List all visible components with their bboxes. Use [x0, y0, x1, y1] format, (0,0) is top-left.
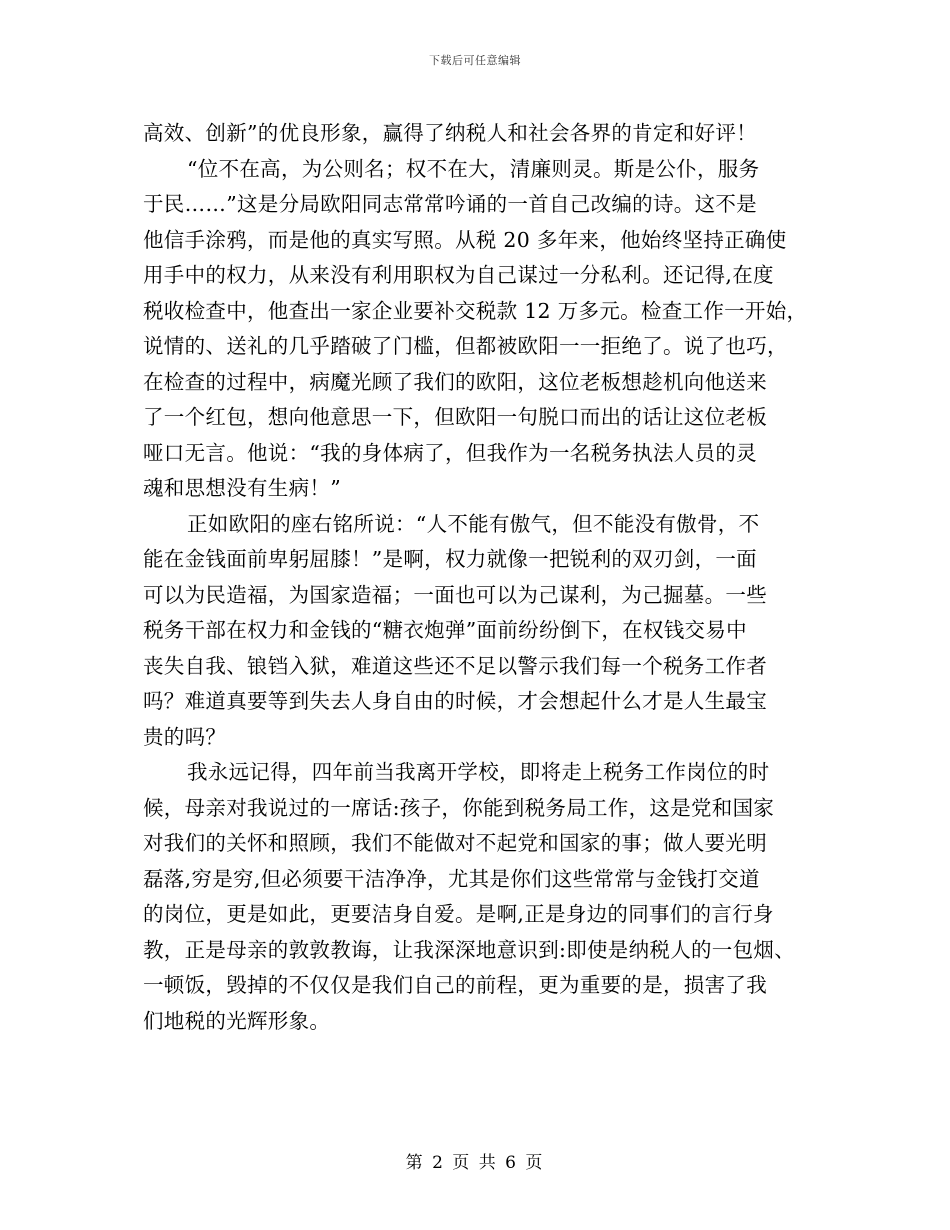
text-line: 的岗位，更是如此，更要洁身自爱。是啊,正是身边的同事们的言行身	[143, 902, 774, 926]
text-line: 我永远记得，四年前当我离开学校，即将走上税务工作岗位的时	[187, 760, 770, 784]
text-line: 说情的、送礼的几乎踏破了门槛，但都被欧阳一一拒绝了。说了也巧，	[143, 334, 788, 358]
text-line: 一顿饭，毁掉的不仅仅是我们自己的前程，更为重要的是，损害了我	[143, 973, 767, 997]
document-body	[143, 116, 811, 1039]
text-line: 于民……”这是分局欧阳同志常常吟诵的一首自己改编的诗。这不是	[143, 192, 757, 216]
text-line: 哑口无言。他说：“我的身体病了，但我作为一名税务执法人员的灵	[143, 440, 757, 465]
page-header: 下载后可任意编辑	[429, 54, 521, 67]
text-line: 在检查的过程中，病魔光顾了我们的欧阳，这位老板想趁机向他送来	[143, 369, 767, 394]
text-line: 候，母亲对我说过的一席话:孩子，你能到税务局工作，这是党和国家	[143, 795, 775, 820]
text-line: 他信手涂鸦，而是他的真实写照。从税 20 多年来，他始终坚持正确使	[143, 227, 787, 252]
text-line: 高效、创新”的优良形象，赢得了纳税人和社会各界的肯定和好评！	[143, 121, 757, 145]
text-line: “位不在高，为公则名；权不在大，清廉则灵。斯是公仆，服务	[187, 156, 760, 181]
text-line: 教，正是母亲的敦敦教诲，让我深深地意识到:即使是纳税人的一包烟、	[143, 937, 796, 962]
text-line: 可以为民造福，为国家造福；一面也可以为己谋利，为己掘墓。一些	[143, 582, 767, 607]
text-line: 能在金钱面前卑躬屈膝！”是啊，权力就像一把锐利的双刃剑，一面	[143, 547, 757, 571]
text-line: 贵的吗？	[143, 724, 227, 749]
page-footer: 第 2 页 共 6 页	[405, 1153, 545, 1173]
text-line: 丧失自我、锒铛入狱，难道这些还不足以警示我们每一个税务工作者	[143, 653, 767, 678]
text-line: 吗？难道真要等到失去人身自由的时候，才会想起什么才是人生最宝	[143, 689, 767, 713]
text-line: 用手中的权力，从来没有利用职权为自己谋过一分私利。还记得,在度	[143, 263, 774, 287]
text-line: 税收检查中，他查出一家企业要补交税款 12 万多元。检查工作一开始，	[143, 298, 808, 323]
text-line: 正如欧阳的座右铭所说：“人不能有傲气，但不能没有傲骨，不	[187, 511, 760, 536]
text-line: 魂和思想没有生病！”	[143, 476, 341, 500]
text-line: 们地税的光辉形象。	[143, 1008, 331, 1033]
text-line: 了一个红包，想向他意思一下，但欧阳一句脱口而出的话让这位老板	[143, 405, 767, 429]
text-line: 对我们的关怀和照顾，我们不能做对不起党和国家的事；做人要光明	[143, 831, 767, 855]
text-line: 磊落,穷是穷,但必须要干洁净净，尤其是你们这些常常与金钱打交道	[143, 866, 760, 891]
text-line: 税务干部在权力和金钱的“糖衣炮弹”面前纷纷倒下，在权钱交易中	[143, 618, 747, 642]
